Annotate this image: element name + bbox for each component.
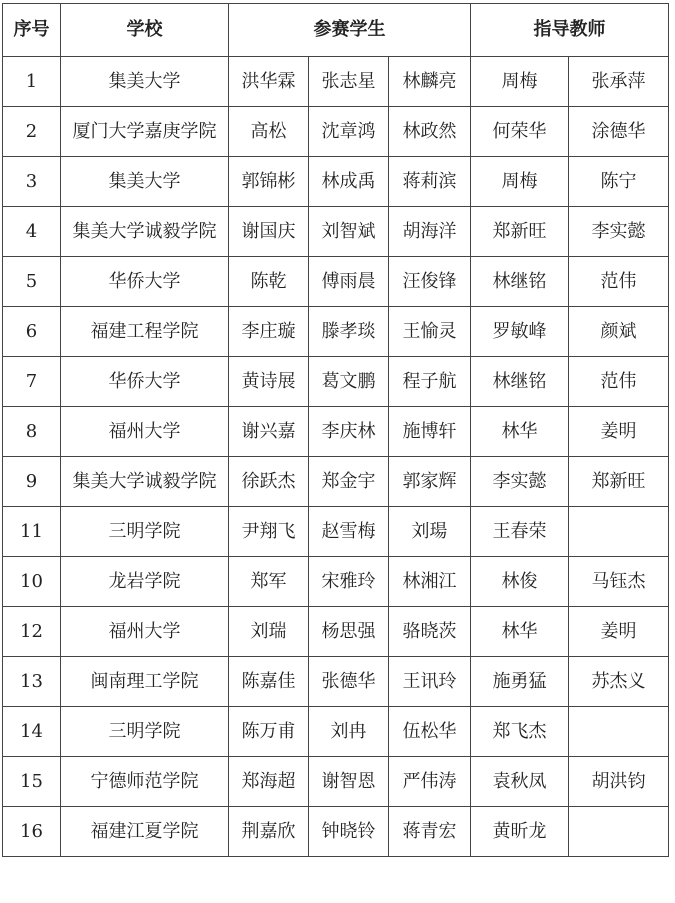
- teacher-2: 陈宁: [569, 157, 669, 207]
- student-2: 沈章鸿: [309, 107, 389, 157]
- student-1: 谢国庆: [229, 207, 309, 257]
- header-index: 序号: [3, 4, 61, 57]
- teacher-2: 颜斌: [569, 307, 669, 357]
- table-row: [3, 107, 669, 157]
- table-row: [3, 557, 669, 607]
- teacher-1: 袁秋凤: [471, 757, 569, 807]
- table-row: [3, 207, 669, 257]
- school-name: 集美大学诚毅学院: [61, 207, 229, 257]
- table-row: [3, 307, 669, 357]
- row-index: 8: [3, 407, 61, 457]
- teacher-2: 胡洪钧: [569, 757, 669, 807]
- student-2: 滕孝琰: [309, 307, 389, 357]
- student-1: 谢兴嘉: [229, 407, 309, 457]
- row-index: 3: [3, 157, 61, 207]
- table-row: [3, 607, 669, 657]
- row-index: 15: [3, 757, 61, 807]
- school-name: 厦门大学嘉庚学院: [61, 107, 229, 157]
- school-name: 福州大学: [61, 607, 229, 657]
- table-row: [3, 457, 669, 507]
- student-2: 李庆林: [309, 407, 389, 457]
- teacher-1: 林华: [471, 407, 569, 457]
- student-2: 谢智恩: [309, 757, 389, 807]
- teacher-1: 施勇猛: [471, 657, 569, 707]
- teacher-2: [569, 807, 669, 857]
- row-index: 13: [3, 657, 61, 707]
- student-2: 钟晓铃: [309, 807, 389, 857]
- teacher-1: 罗敏峰: [471, 307, 569, 357]
- teacher-1: 林继铭: [471, 357, 569, 407]
- school-name: 龙岩学院: [61, 557, 229, 607]
- student-3: 施博轩: [389, 407, 471, 457]
- teacher-1: 林华: [471, 607, 569, 657]
- student-3: 骆晓茨: [389, 607, 471, 657]
- student-1: 陈万甫: [229, 707, 309, 757]
- row-index: 10: [3, 557, 61, 607]
- student-2: 刘冉: [309, 707, 389, 757]
- school-name: 福州大学: [61, 407, 229, 457]
- student-2: 傅雨晨: [309, 257, 389, 307]
- teacher-1: 郑飞杰: [471, 707, 569, 757]
- teacher-1: 何荣华: [471, 107, 569, 157]
- row-index: 9: [3, 457, 61, 507]
- row-index: 2: [3, 107, 61, 157]
- header-row: [3, 4, 669, 57]
- student-3: 郭家辉: [389, 457, 471, 507]
- student-3: 胡海洋: [389, 207, 471, 257]
- teacher-2: 范伟: [569, 257, 669, 307]
- student-2: 张志星: [309, 57, 389, 107]
- teacher-2: 郑新旺: [569, 457, 669, 507]
- teacher-1: 周梅: [471, 157, 569, 207]
- student-3: 林政然: [389, 107, 471, 157]
- row-index: 1: [3, 57, 61, 107]
- student-3: 刘瑒: [389, 507, 471, 557]
- student-2: 葛文鹏: [309, 357, 389, 407]
- student-1: 高松: [229, 107, 309, 157]
- student-3: 蒋莉滨: [389, 157, 471, 207]
- table-row: [3, 57, 669, 107]
- student-3: 王愉灵: [389, 307, 471, 357]
- table-body: [3, 57, 669, 857]
- student-3: 蒋青宏: [389, 807, 471, 857]
- teacher-1: 黄昕龙: [471, 807, 569, 857]
- table-row: [3, 407, 669, 457]
- school-name: 福建工程学院: [61, 307, 229, 357]
- row-index: 16: [3, 807, 61, 857]
- student-2: 宋雅玲: [309, 557, 389, 607]
- row-index: 6: [3, 307, 61, 357]
- header-school: 学校: [61, 4, 229, 57]
- school-name: 三明学院: [61, 707, 229, 757]
- teacher-2: [569, 507, 669, 557]
- teacher-2: 张承萍: [569, 57, 669, 107]
- student-2: 杨思强: [309, 607, 389, 657]
- teacher-1: 王春荣: [471, 507, 569, 557]
- award-table: [2, 3, 669, 857]
- student-2: 郑金宇: [309, 457, 389, 507]
- header-students: 参赛学生: [229, 4, 471, 57]
- table-row: [3, 807, 669, 857]
- student-3: 林湘江: [389, 557, 471, 607]
- header-teachers: 指导教师: [471, 4, 669, 57]
- student-1: 李庄璇: [229, 307, 309, 357]
- student-3: 林麟亮: [389, 57, 471, 107]
- student-1: 郑海超: [229, 757, 309, 807]
- teacher-1: 周梅: [471, 57, 569, 107]
- teacher-2: 涂德华: [569, 107, 669, 157]
- student-2: 赵雪梅: [309, 507, 389, 557]
- student-1: 陈嘉佳: [229, 657, 309, 707]
- school-name: 闽南理工学院: [61, 657, 229, 707]
- row-index: 7: [3, 357, 61, 407]
- teacher-1: 林继铭: [471, 257, 569, 307]
- row-index: 12: [3, 607, 61, 657]
- student-2: 张德华: [309, 657, 389, 707]
- student-2: 刘智斌: [309, 207, 389, 257]
- teacher-2: 范伟: [569, 357, 669, 407]
- student-3: 汪俊锋: [389, 257, 471, 307]
- student-1: 徐跃杰: [229, 457, 309, 507]
- teacher-2: [569, 707, 669, 757]
- table-row: [3, 757, 669, 807]
- student-3: 严伟涛: [389, 757, 471, 807]
- student-1: 郭锦彬: [229, 157, 309, 207]
- school-name: 福建江夏学院: [61, 807, 229, 857]
- table-row: [3, 507, 669, 557]
- student-3: 程子航: [389, 357, 471, 407]
- teacher-1: 李实懿: [471, 457, 569, 507]
- table-row: [3, 707, 669, 757]
- student-1: 黄诗展: [229, 357, 309, 407]
- student-1: 刘瑞: [229, 607, 309, 657]
- student-1: 洪华霖: [229, 57, 309, 107]
- teacher-2: 马钰杰: [569, 557, 669, 607]
- table-row: [3, 257, 669, 307]
- student-1: 郑军: [229, 557, 309, 607]
- school-name: 华侨大学: [61, 357, 229, 407]
- school-name: 集美大学: [61, 57, 229, 107]
- row-index: 14: [3, 707, 61, 757]
- student-2: 林成禹: [309, 157, 389, 207]
- student-3: 王讯玲: [389, 657, 471, 707]
- student-3: 伍松华: [389, 707, 471, 757]
- teacher-2: 苏杰义: [569, 657, 669, 707]
- table-row: [3, 157, 669, 207]
- school-name: 宁德师范学院: [61, 757, 229, 807]
- student-1: 荆嘉欣: [229, 807, 309, 857]
- table-row: [3, 657, 669, 707]
- school-name: 华侨大学: [61, 257, 229, 307]
- table-row: [3, 357, 669, 407]
- school-name: 三明学院: [61, 507, 229, 557]
- teacher-2: 姜明: [569, 607, 669, 657]
- row-index: 5: [3, 257, 61, 307]
- teacher-1: 郑新旺: [471, 207, 569, 257]
- school-name: 集美大学: [61, 157, 229, 207]
- teacher-2: 李实懿: [569, 207, 669, 257]
- student-1: 陈乾: [229, 257, 309, 307]
- row-index: 4: [3, 207, 61, 257]
- row-index: 11: [3, 507, 61, 557]
- student-1: 尹翔飞: [229, 507, 309, 557]
- teacher-2: 姜明: [569, 407, 669, 457]
- school-name: 集美大学诚毅学院: [61, 457, 229, 507]
- teacher-1: 林俊: [471, 557, 569, 607]
